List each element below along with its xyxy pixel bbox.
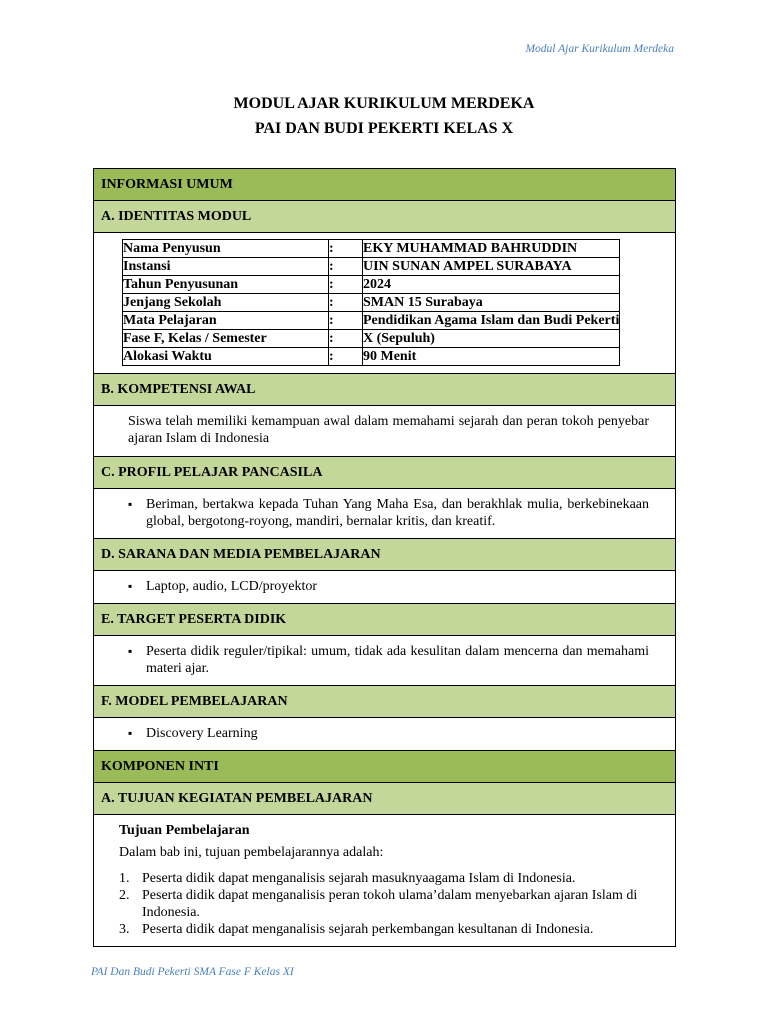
identitas-colon: :: [329, 330, 363, 348]
list-number: 1.: [119, 871, 130, 886]
identitas-row: [123, 258, 620, 276]
identitas-label: Mata Pelajaran: [123, 312, 329, 330]
model-list: [128, 725, 649, 742]
running-header: Modul Ajar Kurikulum Merdeka: [525, 43, 674, 55]
section-komponen-inti: KOMPONEN INTI: [94, 751, 676, 783]
identitas-content: [94, 233, 676, 374]
profil-list: [128, 496, 649, 530]
identitas-value: X (Sepuluh): [363, 330, 620, 348]
list-number: 3.: [119, 922, 130, 937]
identitas-value: SMAN 15 Surabaya: [363, 294, 620, 312]
list-item: [119, 870, 641, 887]
tujuan-list: [119, 870, 641, 938]
identitas-label: Fase F, Kelas / Semester: [123, 330, 329, 348]
identitas-label: Instansi: [123, 258, 329, 276]
target-content: [94, 636, 676, 686]
identitas-row: [123, 276, 620, 294]
heading-identitas-modul: A. IDENTITAS MODUL: [94, 201, 676, 233]
list-text: Peserta didik dapat menganalisis peran tokoh ulama’dalam menyebarkan ajaran Islam di Indonesia.: [142, 888, 638, 920]
tujuan-intro: Dalam bab ini, tujuan pembelajarannya adalah:: [119, 845, 384, 860]
identitas-row: [123, 312, 620, 330]
list-item: [119, 921, 641, 938]
module-table: [93, 168, 676, 947]
identitas-colon: :: [329, 294, 363, 312]
model-content: [94, 718, 676, 751]
list-item: [119, 887, 641, 921]
heading-model-pembelajaran: F. MODEL PEMBELAJARAN: [94, 686, 676, 718]
identitas-row: [123, 240, 620, 258]
identitas-value: 90 Menit: [363, 348, 620, 366]
identitas-row: [123, 348, 620, 366]
tujuan-content: [94, 815, 676, 947]
kompetensi-text: Siswa telah memiliki kemampuan awal dalam memahami sejarah dan peran tokoh penyebar ajaran Islam di Indonesia: [94, 406, 676, 457]
identitas-label: Nama Penyusun: [123, 240, 329, 258]
document-title: MODUL AJAR KURIKULUM MERDEKA: [233, 95, 535, 112]
heading-target-peserta: E. TARGET PESERTA DIDIK: [94, 604, 676, 636]
heading-tujuan-kegiatan: A. TUJUAN KEGIATAN PEMBELAJARAN: [94, 783, 676, 815]
identitas-colon: :: [329, 276, 363, 294]
document-subtitle: PAI DAN BUDI PEKERTI KELAS X: [254, 120, 514, 137]
list-item: ▪ Peserta didik reguler/tipikal: umum, tidak ada kesulitan dalam mencerna dan memahami materi ajar.: [128, 643, 649, 677]
identitas-value: EKY MUHAMMAD BAHRUDDIN: [363, 240, 620, 258]
identitas-value: Pendidikan Agama Islam dan Budi Pekerti: [363, 313, 620, 328]
identitas-value: UIN SUNAN AMPEL SURABAYA: [363, 258, 620, 276]
identitas-label: Tahun Penyusunan: [123, 276, 329, 294]
section-informasi-umum: INFORMASI UMUM: [94, 169, 676, 201]
heading-sarana-media: D. SARANA DAN MEDIA PEMBELAJARAN: [94, 539, 676, 571]
identitas-label: Alokasi Waktu: [123, 348, 329, 366]
list-item: ▪ Discovery Learning: [128, 725, 649, 742]
list-item: ▪ Laptop, audio, LCD/proyektor: [128, 578, 649, 595]
identitas-colon: :: [329, 348, 363, 366]
target-list: [128, 643, 649, 677]
heading-kompetensi-awal: B. KOMPETENSI AWAL: [94, 374, 676, 406]
identitas-colon: :: [329, 312, 363, 330]
identitas-label: Jenjang Sekolah: [123, 294, 329, 312]
identitas-value: 2024: [363, 276, 620, 294]
profil-content: [94, 489, 676, 539]
sarana-content: [94, 571, 676, 604]
identitas-colon: :: [329, 240, 363, 258]
list-text: Peserta didik dapat menganalisis sejarah perkembangan kesultanan di Indonesia.: [142, 922, 594, 937]
list-item: ▪ Beriman, bertakwa kepada Tuhan Yang Maha Esa, dan berakhlak mulia, berkebinekaan global, bergotong-royong, mandiri, bernalar kritis, dan kreatif.: [128, 496, 649, 530]
tujuan-subheading: Tujuan Pembelajaran: [119, 823, 250, 838]
identitas-row: [123, 294, 620, 312]
identitas-list: [122, 239, 620, 366]
list-text: Peserta didik dapat menganalisis sejarah masuknyaagama Islam di Indonesia.: [142, 871, 576, 886]
sarana-list: [128, 578, 649, 595]
heading-profil-pelajar: C. PROFIL PELAJAR PANCASILA: [94, 457, 676, 489]
identitas-colon: :: [329, 258, 363, 276]
running-footer: PAI Dan Budi Pekerti SMA Fase F Kelas XI: [91, 966, 294, 978]
identitas-row: [123, 330, 620, 348]
list-number: 2.: [119, 888, 130, 903]
